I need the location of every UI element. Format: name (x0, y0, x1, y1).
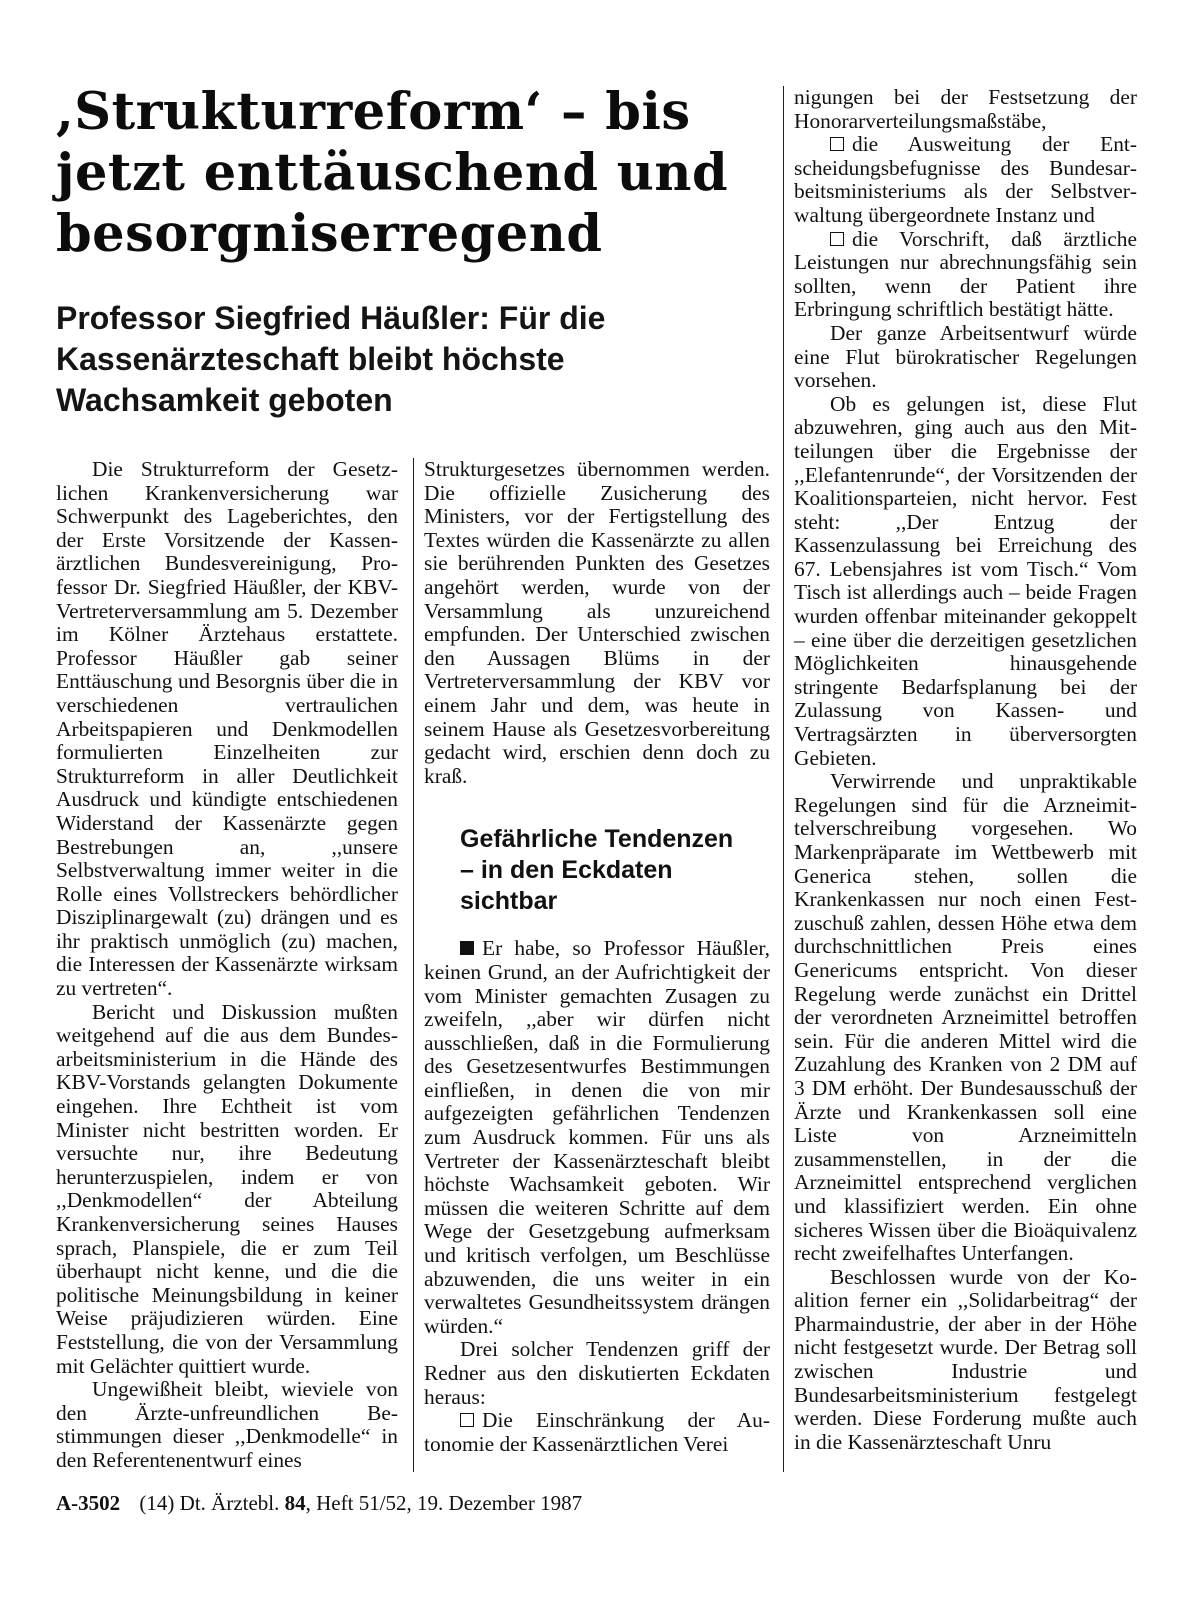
paragraph (794, 228, 1137, 322)
paragraph: Die Strukturreform der Gesetzlichen Krankenversicherung war Schwerpunkt des Lageberichtes, den der Erste Vorsitzende der Kassenärztlichen Bundesvereinigung, Professor Dr. Siegfried Häußler, der KBV-Vertreterversammlung am 5. Dezember im Kölner Ärztehaus erstattete. Professor Häußler gab seiner Enttäuschung und Besorgnis über die in verschiedenen vertraulichen Arbeitspapieren und Denkmodellen formulierten Einzelheiten zur Strukturreform in aller Deutlichkeit Ausdruck und kündigte entschiedenen Widerstand der Kassenärzte gegen Bestrebungen an, ,,unsere Selbstverwaltung immer weiter in die Rolle eines Vollstreckers behördlicher Disziplinargewalt (zu) drängen und es ihr praktisch unmöglich (zu) machen, die Interessen der Kassenärzte wirksam zu vertreten“. (56, 457, 398, 1001)
paragraph: Verwirrende und unpraktikable Regelungen sind für die Arzneimittelverschreibung vorgesehen. Wo Markenpräparate im Wettbewerb mit Generica stehen, sollen die Krankenkassen nur noch einen Festzuschuß zahlen, dessen Höhe etwa dem durchschnittlichen Preis eines Genericums entspricht. Von dieser Regelung werde zunächst ein Drittel der verordneten Arzneimittel betroffen sein. Für die anderen Mittel wird die Zuzahlung des Kranken von 2 DM auf 3 DM erhöht. Der Bundesausschuß der Ärzte und Krankenkassen soll eine Liste von Arzneimitteln zusammenstellen, in der die Arzneimittel entsprechend verglichen und klassifiziert werden. Ein ohne sicheres Wissen über die Bioäquivalenz recht zweifelhaftes Unterfangen. (794, 769, 1137, 1266)
paragraph-text: die Vorschrift, daß ärztliche Leistungen nur abrechnungsfähig sein sollten, wenn der Patient ihre Erbringung schriftlich bestätigt hätte. (794, 226, 1137, 322)
paragraph (424, 1409, 770, 1456)
paragraph-text: die Ausweitung der Entscheidungsbefugnisse des Bundesarbeitsministeriums als der Selbstverwaltung übergeordnete Instanz und (794, 132, 1137, 227)
checkbox-bullet-icon (830, 137, 844, 151)
paragraph (794, 133, 1137, 227)
citation-volume: 84 (284, 1491, 306, 1515)
paragraph: Der ganze Arbeitsentwurf würde eine Flut bürokratischer Regelungen vorsehen. (794, 320, 1137, 393)
page-footer (56, 1490, 582, 1516)
square-bullet-icon (460, 941, 474, 955)
paragraph: Strukturgesetzes übernommen werden. Die offizielle Zusicherung des Ministers, vor der Fertigstellung des Textes würden die Kassenärzte zu allen sie berührenden Punkten des Gesetzes angehört werden, wurde von der Versammlung als unzureichend empfunden. Der Unterschied zwischen den Aussagen Blüms in der Vertreterversammlung der KBV vor einem Jahr und dem, was heute in seinem Hause als Gesetzesvorbereitung gedacht wird, erschien denn doch zu kraß. (424, 457, 770, 788)
paragraph (424, 937, 770, 1338)
article-headline: ,Strukturreform‘ – bis jetzt enttäuschend und besorgniserregend (56, 82, 729, 264)
paragraph: Ungewißheit bleibt, wieviele von den Ärzte-unfreundlichen Bestimmungen dieser ,,Denkmodelle“ in den Referentenentwurf eines (56, 1377, 398, 1472)
citation-suffix: , Heft 51/52, 19. Dezember 1987 (305, 1491, 583, 1515)
paragraph-text: Die Einschränkung der Autonomie der Kassenärztlichen Verei (424, 1408, 770, 1456)
section-subheading: Gefährliche Tendenzen – in den Eckdaten sichtbar (460, 825, 734, 916)
paragraph: Bericht und Diskussion mußten weitgehend auf die aus dem Bundesarbeitsministerium in die Hände des KBV-Vorstands gelangten Dokumente eingehen. Ihre Echtheit ist vom Minister nicht bestritten worden. Er versuchte nur, ihre Bedeutung herunterzuspielen, indem er von ,,Denkmodellen“ der Abteilung Krankenversicherung seines Hauses sprach, Planspiele, die er zum Teil überhaupt nicht kenne, und die die politische Meinungsbildung in keiner Weise präjudizieren würden. Eine Feststellung, die von der Versammlung mit Gelächter quittiert wurde. (56, 999, 398, 1378)
paragraph: Beschlossen wurde von der Koalition ferner ein ,,Solidarbeitrag“ der Pharmaindustrie, der aber in der Höhe nicht festgesetzt wurde. Der Betrag soll zwischen Industrie und Bundesarbeitsministerium festgelegt werden. Diese Forderung mußte auch in die Kassenärzteschaft Unru (794, 1264, 1137, 1454)
citation-prefix: (14) Dt. Ärztebl. (139, 1491, 280, 1515)
text-column-2 (424, 458, 770, 1456)
page-number: A-3502 (56, 1491, 121, 1515)
column-divider (413, 458, 414, 1472)
paragraph-text: Er habe, so Professor Häußler, keinen Grund, an der Aufrichtigkeit der vom Minister gemachten Zusagen zu zweifeln, ,,aber wir dürfen nicht ausschließen, daß in die Formulierung des Gesetzesentwurfes Bestimmungen einfließen, in denen die von mir aufgezeigten gefährlichen Tendenzen zum Ausdruck kommen. Für uns als Vertreter der Kassenärzteschaft bleibt höchste Wachsamkeit geboten. Wir müssen die weiteren Schritte auf dem Wege der Gesetzgebung aufmerksam und kritisch verfolgen, um Beschlüsse abzuwenden, die uns weiter in ein verwaltetes Gesundheitssystem drängen würden.“ (424, 936, 770, 1338)
paragraph: Drei solcher Tendenzen griff der Redner aus den diskutierten Eckdaten heraus: (424, 1337, 770, 1409)
checkbox-bullet-icon (460, 1413, 474, 1427)
text-column-1 (56, 458, 398, 1473)
paragraph: Ob es gelungen ist, diese Flut abzuwehren, ging auch aus den Mitteilungen über die Ergebnisse der ,,Elefantenrunde“, der Vorsitzenden der Koalitionsparteien, nicht hervor. Fest steht: ,,Der Entzug der Kassenzulassung bei Erreichung des 67. Lebensjahres ist vom Tisch.“ Vom Tisch ist allerdings auch – beide Fragen wurden offenbar miteinander gekoppelt – eine über die derzeitigen gesetzlichen Möglichkeiten hinausgehende stringente Bedarfsplanung bei der Zulassung von Kassen- und Vertragsärzten in überversorgten Gebieten. (794, 391, 1137, 770)
checkbox-bullet-icon (830, 232, 844, 246)
text-column-3 (794, 86, 1137, 1454)
article-subheadline: Professor Siegfried Häußler: Für die Kassenärzteschaft bleibt höchste Wachsamkeit geboten (56, 300, 606, 418)
paragraph: nigungen bei der Festsetzung der Honorarverteilungsmaßstäbe, (794, 85, 1137, 133)
column-divider (783, 86, 784, 1472)
